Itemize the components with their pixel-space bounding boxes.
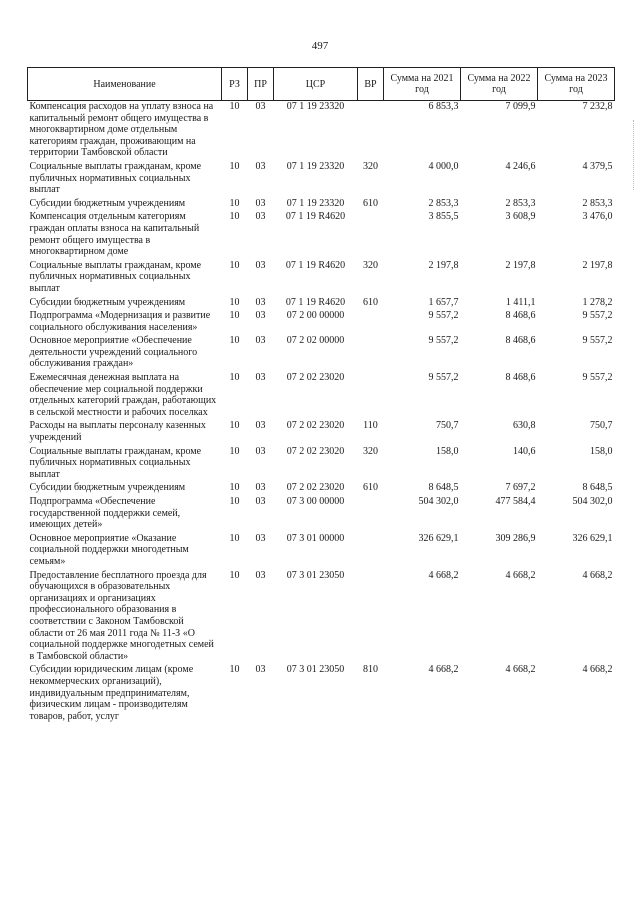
cell-name: Ежемесячная денежная выплата на обеспечение мер социальной поддержки отдельных категорий граждан, работающих в сельской местности и рабочих поселках (29, 372, 217, 418)
cell-vr (358, 211, 384, 259)
cell-vr: 810 (363, 664, 378, 676)
header-sum-2022: Сумма на 2022 год (461, 68, 538, 101)
cell-pr: 03 (255, 101, 266, 112)
cell-sum-2023: 8 648,5 (582, 482, 613, 494)
cell-rz: 10 (229, 482, 240, 494)
table-row (28, 211, 615, 259)
table-row (28, 335, 615, 372)
margin-mark (633, 120, 638, 190)
cell-sum-2021: 9 557,2 (428, 372, 459, 384)
cell-csr: 07 1 19 23320 (286, 101, 345, 112)
table-row (28, 570, 615, 665)
cell-rz: 10 (229, 532, 240, 544)
cell-sum-2023: 1 278,2 (582, 296, 613, 308)
cell-pr: 03 (255, 532, 266, 544)
table-row (28, 533, 615, 570)
cell-sum-2022: 2 853,3 (505, 197, 536, 209)
cell-sum-2023: 4 379,5 (582, 160, 613, 172)
cell-sum-2022: 8 468,6 (505, 372, 536, 384)
table-row (28, 101, 615, 161)
cell-name: Подпрограмма «Обеспечение государственной поддержки семей, имеющих детей» (29, 496, 181, 531)
cell-sum-2022: 8 468,6 (505, 335, 536, 347)
cell-name: Компенсация отдельным категориям граждан оплаты взноса на капитальный ремонт общего имущества в многоквартирном доме (29, 211, 200, 258)
cell-rz: 10 (229, 664, 240, 676)
cell-vr: 320 (363, 160, 378, 172)
cell-vr: 610 (363, 197, 378, 209)
header-rz: РЗ (222, 68, 248, 101)
cell-vr: 610 (363, 296, 378, 308)
cell-sum-2023: 2 853,3 (582, 197, 613, 209)
cell-rz: 10 (229, 259, 240, 271)
table-row (28, 420, 615, 445)
cell-vr: 610 (363, 482, 378, 494)
cell-csr: 07 2 00 00000 (286, 310, 345, 322)
header-sum-2021: Сумма на 2021 год (384, 68, 461, 101)
cell-csr: 07 3 00 00000 (286, 496, 345, 507)
cell-sum-2021: 4 668,2 (428, 569, 459, 581)
header-vr: ВР (358, 68, 384, 101)
cell-sum-2021: 4 000,0 (428, 160, 459, 172)
cell-rz: 10 (229, 197, 240, 209)
cell-name: Подпрограмма «Модернизация и развитие социального обслуживания населения» (29, 310, 211, 333)
budget-table (27, 67, 615, 724)
cell-sum-2022: 477 584,4 (495, 496, 536, 507)
cell-sum-2021: 1 657,7 (428, 296, 459, 308)
cell-vr (358, 335, 384, 372)
header-sum-2023: Сумма на 2023 год (538, 68, 615, 101)
cell-rz: 10 (229, 445, 240, 457)
cell-sum-2023: 158,0 (590, 445, 613, 457)
cell-name: Социальные выплаты гражданам, кроме публичных нормативных социальных выплат (29, 259, 202, 294)
cell-vr (358, 101, 384, 161)
cell-sum-2021: 3 855,5 (428, 211, 459, 223)
table-row (28, 260, 615, 297)
table-row (28, 310, 615, 335)
cell-vr (358, 496, 384, 533)
cell-sum-2021: 6 853,3 (428, 101, 459, 112)
cell-sum-2021: 2 853,3 (428, 197, 459, 209)
cell-sum-2023: 2 197,8 (582, 259, 613, 271)
cell-sum-2021: 4 668,2 (428, 664, 459, 676)
cell-csr: 07 3 01 23050 (286, 664, 345, 676)
cell-name: Социальные выплаты гражданам, кроме публичных нормативных социальных выплат (29, 160, 202, 196)
cell-sum-2022: 1 411,1 (505, 296, 536, 308)
cell-sum-2022: 309 286,9 (495, 532, 536, 544)
header-name: Наименование (28, 68, 222, 101)
cell-rz: 10 (229, 101, 240, 112)
cell-sum-2022: 2 197,8 (505, 259, 536, 271)
table-row (28, 482, 615, 496)
cell-sum-2023: 750,7 (590, 420, 613, 432)
cell-name: Социальные выплаты гражданам, кроме публичных нормативных социальных выплат (29, 445, 202, 480)
cell-sum-2023: 9 557,2 (582, 372, 613, 384)
page-number: 497 (311, 40, 329, 52)
cell-sum-2021: 9 557,2 (428, 310, 459, 322)
cell-pr: 03 (255, 259, 266, 271)
cell-sum-2021: 504 302,0 (418, 496, 459, 507)
cell-sum-2022: 7 099,9 (505, 101, 536, 112)
cell-pr: 03 (255, 569, 266, 581)
table-body (28, 101, 615, 725)
cell-name: Компенсация расходов на уплату взноса на капитальный ремонт общего имущества в многоквартирном доме отдельным категориям граждан, проживающим на территории Тамбовской области (29, 101, 214, 159)
cell-sum-2023: 4 668,2 (582, 664, 613, 676)
cell-csr: 07 2 02 00000 (286, 335, 345, 347)
cell-csr: 07 2 02 23020 (286, 445, 345, 457)
cell-pr: 03 (255, 296, 266, 308)
cell-csr: 07 2 02 23020 (286, 482, 345, 494)
cell-pr: 03 (255, 496, 266, 507)
cell-vr (358, 310, 384, 335)
table-header-row (28, 68, 615, 101)
cell-name: Субсидии бюджетным учреждениям (29, 197, 186, 209)
cell-rz: 10 (229, 372, 240, 384)
cell-vr: 320 (363, 259, 378, 271)
cell-pr: 03 (255, 420, 266, 432)
cell-rz: 10 (229, 310, 240, 322)
cell-rz: 10 (229, 420, 240, 432)
cell-csr: 07 2 02 23020 (286, 372, 345, 384)
cell-name: Основное мероприятие «Оказание социальной поддержки многодетным семьям» (29, 532, 189, 567)
table-row (28, 496, 615, 533)
cell-csr: 07 1 19 R4620 (285, 296, 346, 308)
cell-name: Субсидии бюджетным учреждениям (29, 296, 186, 308)
cell-csr: 07 1 19 R4620 (285, 211, 346, 223)
cell-pr: 03 (255, 197, 266, 209)
cell-sum-2022: 8 468,6 (505, 310, 536, 322)
cell-sum-2021: 9 557,2 (428, 335, 459, 347)
header-csr: ЦСР (274, 68, 358, 101)
cell-sum-2021: 8 648,5 (428, 482, 459, 494)
cell-pr: 03 (255, 482, 266, 494)
cell-sum-2022: 630,8 (513, 420, 536, 432)
cell-pr: 03 (255, 664, 266, 676)
cell-sum-2023: 7 232,8 (582, 101, 613, 112)
table-row (28, 297, 615, 311)
cell-name: Субсидии бюджетным учреждениям (29, 482, 186, 494)
cell-sum-2022: 4 668,2 (505, 569, 536, 581)
cell-sum-2021: 326 629,1 (418, 532, 459, 544)
cell-name: Расходы на выплаты персоналу казенных учреждений (29, 420, 206, 444)
cell-sum-2022: 4 668,2 (505, 664, 536, 676)
cell-pr: 03 (255, 372, 266, 384)
cell-csr: 07 1 19 R4620 (285, 259, 346, 271)
cell-csr: 07 1 19 23320 (286, 197, 345, 209)
cell-sum-2021: 2 197,8 (428, 259, 459, 271)
table-row (28, 198, 615, 212)
cell-rz: 10 (229, 296, 240, 308)
cell-sum-2023: 4 668,2 (582, 569, 613, 581)
table-row (28, 161, 615, 198)
cell-name: Субсидии юридическим лицам (кроме некоммерческих организаций), индивидуальным предпринимателям, физическим лицам - производителям товаров, работ, услуг (29, 664, 194, 722)
cell-rz: 10 (229, 335, 240, 347)
cell-sum-2021: 750,7 (436, 420, 459, 432)
cell-vr (358, 570, 384, 665)
table-row (28, 664, 615, 724)
cell-pr: 03 (255, 211, 266, 223)
cell-csr: 07 2 02 23020 (286, 420, 345, 432)
cell-sum-2023: 326 629,1 (572, 532, 613, 544)
cell-rz: 10 (229, 211, 240, 223)
header-pr: ПР (248, 68, 274, 101)
cell-sum-2023: 504 302,0 (572, 496, 613, 507)
cell-sum-2022: 7 697,2 (505, 482, 536, 494)
cell-rz: 10 (229, 496, 240, 507)
cell-csr: 07 3 01 23050 (286, 569, 345, 581)
cell-sum-2023: 3 476,0 (582, 211, 613, 223)
cell-pr: 03 (255, 445, 266, 457)
cell-csr: 07 1 19 23320 (286, 160, 345, 172)
cell-pr: 03 (255, 310, 266, 322)
cell-csr: 07 3 01 00000 (286, 532, 345, 544)
cell-pr: 03 (255, 160, 266, 172)
cell-vr (358, 533, 384, 570)
cell-vr: 110 (363, 420, 378, 432)
cell-sum-2022: 4 246,6 (505, 160, 536, 172)
cell-pr: 03 (255, 335, 266, 347)
table-row (28, 446, 615, 483)
cell-vr: 320 (363, 445, 378, 457)
table-row (28, 372, 615, 420)
cell-sum-2023: 9 557,2 (582, 310, 613, 322)
cell-name: Предоставление бесплатного проезда для обучающихся в образовательных организациях и организациях профессионального образования в соответствии с Законом Тамбовской области от 26 мая 2011 года № 11-З «О социальной поддержке многодетных семей в Тамбовской области» (29, 569, 214, 662)
cell-sum-2021: 158,0 (436, 445, 459, 457)
cell-vr (358, 372, 384, 420)
cell-rz: 10 (229, 160, 240, 172)
cell-rz: 10 (229, 569, 240, 581)
cell-sum-2023: 9 557,2 (582, 335, 613, 347)
cell-sum-2022: 3 608,9 (505, 211, 536, 223)
cell-sum-2022: 140,6 (513, 445, 536, 457)
cell-name: Основное мероприятие «Обеспечение деятельности учреждений социального обслуживания граждан» (29, 335, 198, 370)
